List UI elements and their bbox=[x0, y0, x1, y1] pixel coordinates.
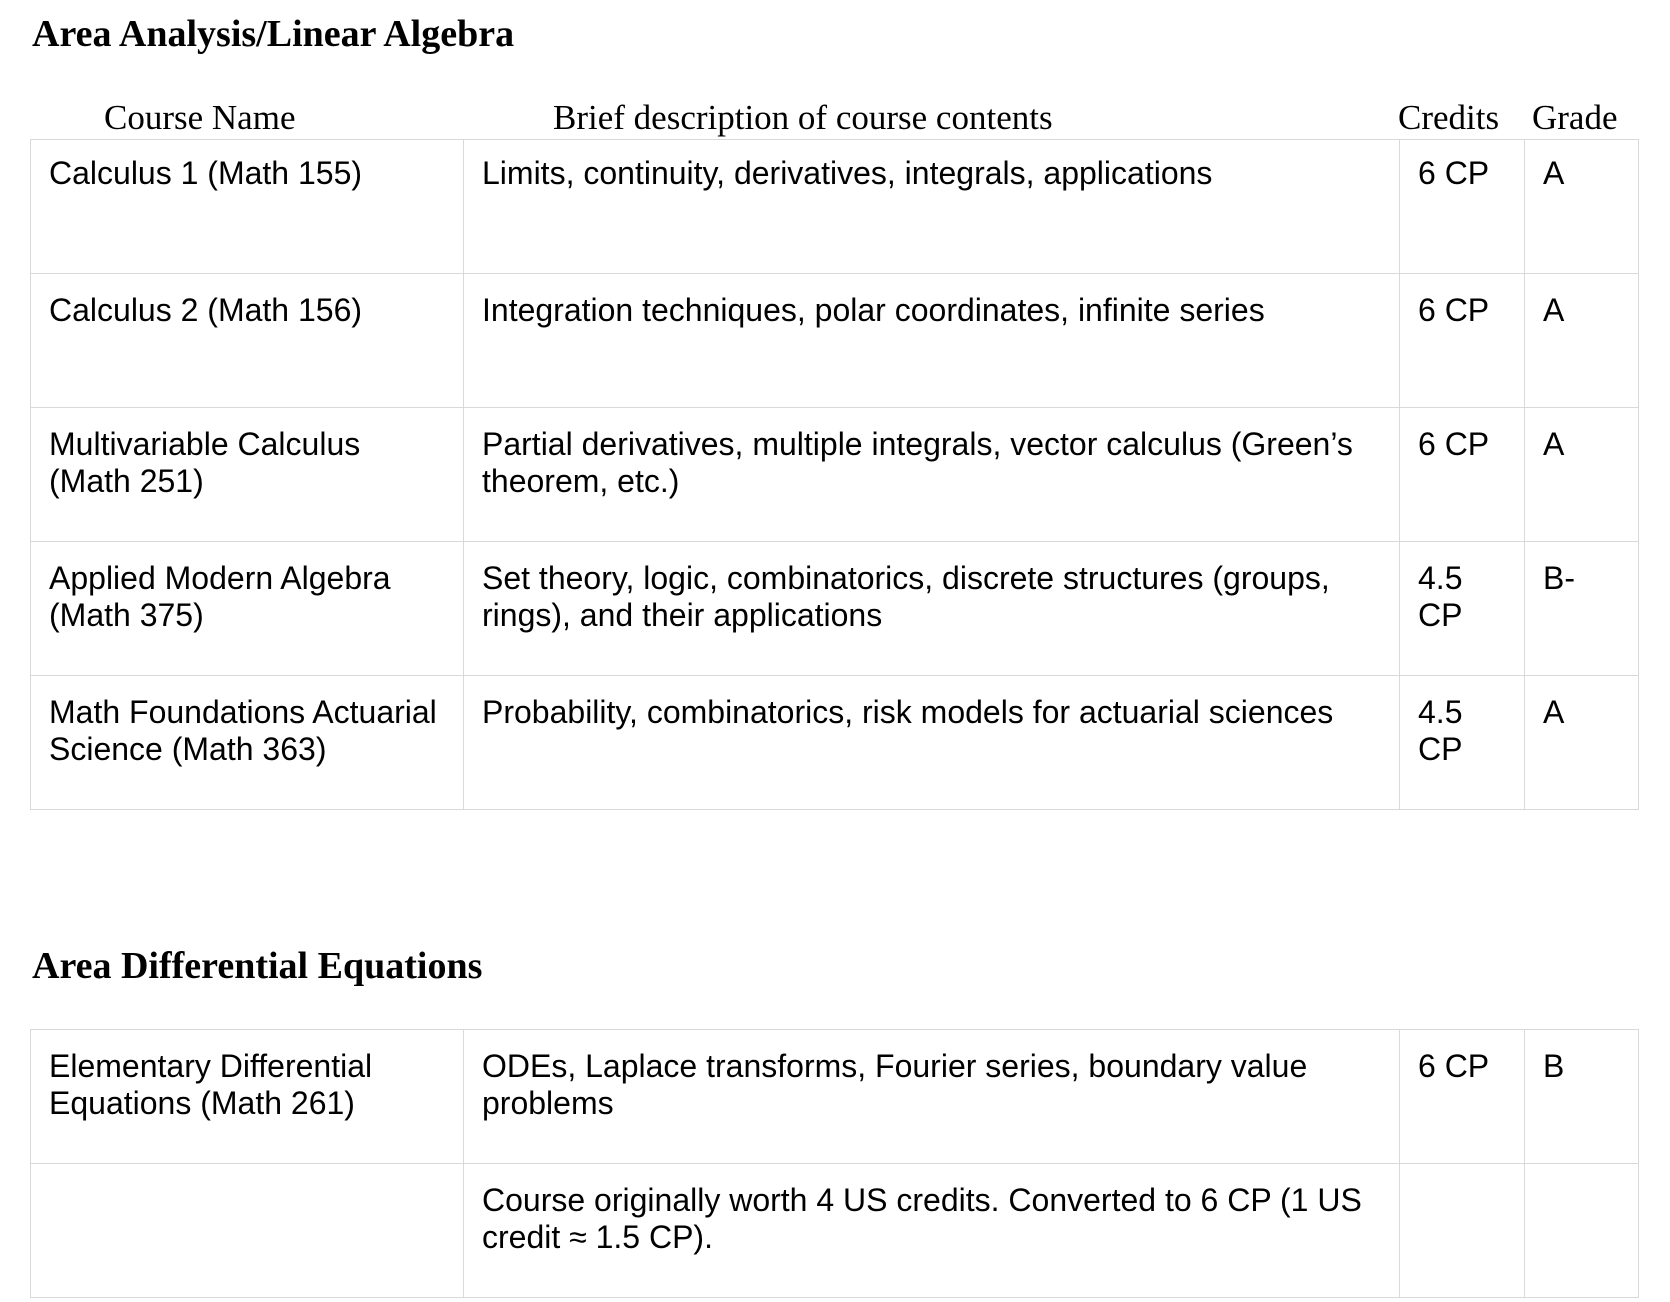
course-grade-cell: A bbox=[1525, 140, 1639, 274]
course-description-cell: Integration techniques, polar coordinates, infinite series bbox=[464, 274, 1400, 408]
table-row bbox=[31, 676, 1639, 810]
course-grade-cell: B- bbox=[1525, 542, 1639, 676]
table-row bbox=[31, 408, 1639, 542]
table-row bbox=[31, 1030, 1639, 1164]
course-grade-cell: A bbox=[1525, 274, 1639, 408]
course-name-cell: Calculus 1 (Math 155) bbox=[31, 140, 464, 274]
course-description-cell: Probability, combinatorics, risk models for actuarial sciences bbox=[464, 676, 1400, 810]
column-header-description: Brief description of course contents bbox=[553, 98, 1053, 137]
course-name-cell: Calculus 2 (Math 156) bbox=[31, 274, 464, 408]
column-header-credits: Credits bbox=[1398, 98, 1500, 137]
course-description-cell: ODEs, Laplace transforms, Fourier series, boundary value problems bbox=[464, 1030, 1400, 1164]
course-description-cell: Limits, continuity, derivatives, integrals, applications bbox=[464, 140, 1400, 274]
course-description-cell: Partial derivatives, multiple integrals, vector calculus (Green’s theorem, etc.) bbox=[464, 408, 1400, 542]
section-title-differential-equations: Area Differential Equations bbox=[32, 945, 483, 987]
course-description-cell: Set theory, logic, combinatorics, discrete structures (groups, rings), and their applications bbox=[464, 542, 1400, 676]
course-table-analysis-linear-algebra bbox=[30, 139, 1639, 810]
course-credits-cell: 6 CP bbox=[1400, 1030, 1525, 1164]
column-header-course-name: Course Name bbox=[104, 98, 296, 137]
section-title-analysis-linear-algebra: Area Analysis/Linear Algebra bbox=[32, 13, 515, 55]
course-note-cell: Course originally worth 4 US credits. Converted to 6 CP (1 US credit ≈ 1.5 CP). bbox=[464, 1164, 1400, 1298]
course-name-cell bbox=[31, 1164, 464, 1298]
course-credits-cell: 6 CP bbox=[1400, 274, 1525, 408]
course-grade-cell bbox=[1525, 1164, 1639, 1298]
course-name-cell: Applied Modern Algebra (Math 375) bbox=[31, 542, 464, 676]
table-row bbox=[31, 1164, 1639, 1298]
table-row bbox=[31, 542, 1639, 676]
course-credits-cell: 6 CP bbox=[1400, 408, 1525, 542]
course-credits-cell bbox=[1400, 1164, 1525, 1298]
course-name-cell: Multivariable Calculus (Math 251) bbox=[31, 408, 464, 542]
course-name-cell: Math Foundations Actuarial Science (Math 363) bbox=[31, 676, 464, 810]
table-row bbox=[31, 140, 1639, 274]
course-grade-cell: A bbox=[1525, 408, 1639, 542]
table-row bbox=[31, 274, 1639, 408]
course-credits-cell: 4.5 CP bbox=[1400, 542, 1525, 676]
course-grade-cell: B bbox=[1525, 1030, 1639, 1164]
course-grade-cell: A bbox=[1525, 676, 1639, 810]
course-table-differential-equations bbox=[30, 1029, 1639, 1298]
course-name-cell: Elementary Differential Equations (Math 261) bbox=[31, 1030, 464, 1164]
column-header-grade: Grade bbox=[1532, 98, 1618, 137]
course-credits-cell: 4.5 CP bbox=[1400, 676, 1525, 810]
course-credits-cell: 6 CP bbox=[1400, 140, 1525, 274]
